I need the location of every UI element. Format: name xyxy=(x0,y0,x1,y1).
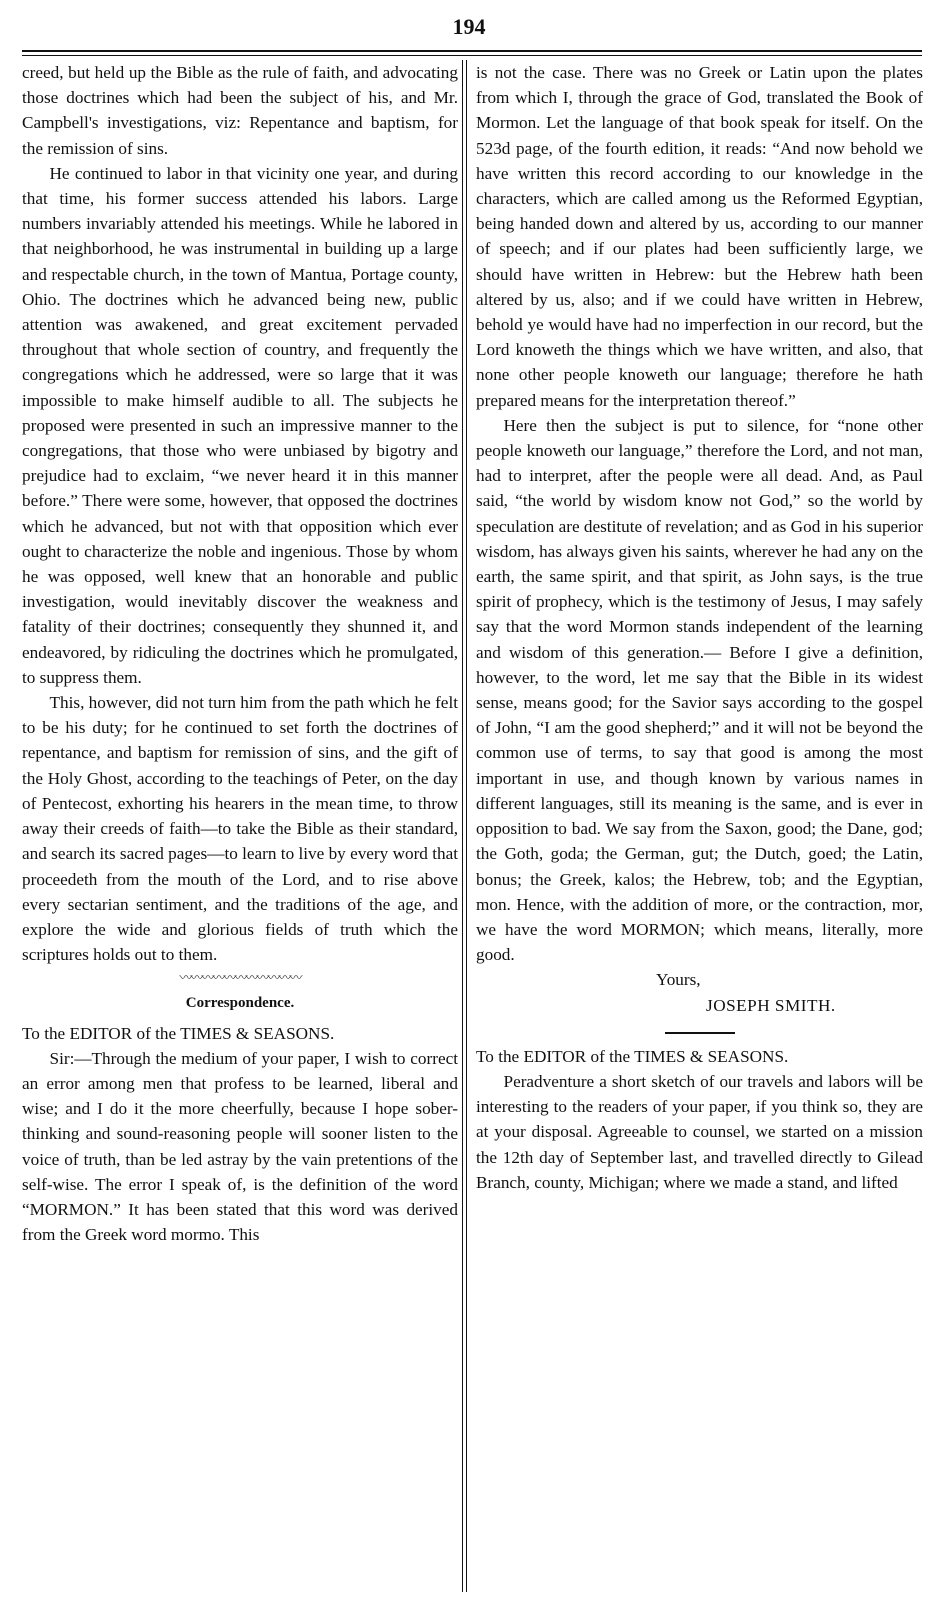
right-paragraph-1: is not the case. There was no Greek or Latin upon the plates from which I, through the grace of God, translated the Book of Mormon. Let the language of that book speak for itself. On the 523d page, of the fourth edition, it reads: “And now behold we have written this record according to our knowledge in the characters, which are called among us the Reformed Egyptian, being handed down and altered by us, according to our manner of speech; and if our plates had been sufficiently large, we should have written in Hebrew: but the Hebrew hath been altered by us, also; and if we could have written in Hebrew, behold ye would have had no imperfection in our record, but the Lord knoweth the things which we have written, and also, that none other people knoweth our language; therefore he hath prepared means for the interpretation thereof.” xyxy=(476,63,923,410)
right-paragraph-2: Here then the subject is put to silence, for “none other people knoweth our language,” therefore the Lord, and not man, had to interpret, after the people were all dead. And, as Paul said, “the world by wisdom know not God,” so the world by speculation are destitute of revelation; and as God in his superior wisdom, has always given his saints, wherever he had any on the earth, the same spirit, and that spirit, as John says, is the true spirit of prophecy, which is the testimony of Jesus, I may safely say that the word Mormon stands independent of the learning and wisdom of this generation.— Before I give a definition, however, to the word, let me say that the Bible in its widest sense, means good; for the Savior says according to the gospel of John, “I am the good shepherd;” and it will not be beyond the common use of terms, to say that good is among the most important in use, and though known by various names in different languages, still its meaning is the same, and is ever in opposition to bad. We say from the Saxon, good; the Dane, god; the Goth, goda; the German, gut; the Dutch, goed; the Latin, bonus; the Greek, kalos; the Hebrew, tob; and the Egyptian, mon. Hence, with the addition of more, or the contraction, mor, we have the word MORMON; which means, literally, more good. xyxy=(476,415,923,965)
header-rule xyxy=(22,50,922,56)
right-paragraph-3: Peradventure a short sketch of our travels and labors will be interesting to the readers of your paper, if you think so, they are at your disposal. Agreeable to counsel, we started on a mission the 12th day of September last, and travelled directly to Gilead Branch, county, Michigan; where we made a stand, and lifted xyxy=(476,1071,923,1192)
short-rule xyxy=(665,1032,735,1034)
letter-signature: JOSEPH SMITH. xyxy=(706,995,836,1015)
letter-salutation-right: To the EDITOR of the TIMES & SEASONS. xyxy=(476,1046,789,1066)
ornamental-rule: 〰〰〰〰〰〰〰〰〰〰〰 xyxy=(179,970,301,986)
section-heading: Correspondence. xyxy=(185,995,295,1012)
left-paragraph-3: This, however, did not turn him from the path which he felt to be his duty; for he continued to set forth the doctrines of repentance, and baptism for remission of sins, and the gift of the Holy Ghost, according to the teachings of Peter, on the day of Pentecost, exhorting his hearers in the mean time, to throw away their creeds of faith—to take the Bible as their standard, and search its sacred pages—to learn to live by every word that proceedeth from the mouth of the Lord, and to rise above every sectarian sentiment, and the traditions of the age, and explore the wide and glorious fields of truth which the scriptures holds out to them. xyxy=(22,693,458,965)
column-divider xyxy=(462,60,467,1592)
left-column xyxy=(22,60,458,1247)
right-column xyxy=(476,60,923,1195)
page-number: 194 xyxy=(452,14,486,39)
left-paragraph-1: creed, but held up the Bible as the rule of faith, and advocating those doctrines which had been the subject of his, and Mr. Campbell's investigations, viz: Repentance and baptism, for the remission of sins. xyxy=(22,63,458,158)
letter-signoff: Yours, xyxy=(656,970,701,990)
letter-salutation-left: To the EDITOR of the TIMES & SEASONS. xyxy=(22,1023,335,1043)
left-paragraph-2: He continued to labor in that vicinity one year, and during that time, his former success attended his labors. Large numbers invariably attended his meetings. While he labored in that neighborhood, he was instrumental in building up a large and respectable church, in the town of Mantua, Portage county, Ohio. The doctrines which he advanced being new, public attention was awakened, and great excitement pervaded throughout that whole section of country, and frequently the congregations which he addressed, were so large that it was impossible to make himself audible to all. The subjects he proposed were presented in such an impressive manner to the congregations, that those who were unbiased by bigotry and prejudice had to exclaim, “we never heard it in this manner before.” There were some, however, that opposed the doctrines which he advanced, but not with that opposition which ever ought to characterize the noble and ingenious. Those by whom he was opposed, well knew that an honorable and public investigation, would inevitably discover the weakness and fatality of their doctrines; consequently they shunned it, and endeavored, by ridiculing the doctrines which he promulgated, to suppress them. xyxy=(22,163,458,687)
left-paragraph-4: Sir:—Through the medium of your paper, I wish to correct an error among men that profess to be learned, liberal and wise; and I do it the more cheerfully, because I hope sober-thinking and sound-reasoning people will sooner listen to the voice of truth, than be led astray by the vain pretentions of the self-wise. The error I speak of, is the definition of the word “MORMON.” It has been stated that this word was derived from the Greek word mormo. This xyxy=(22,1048,458,1245)
